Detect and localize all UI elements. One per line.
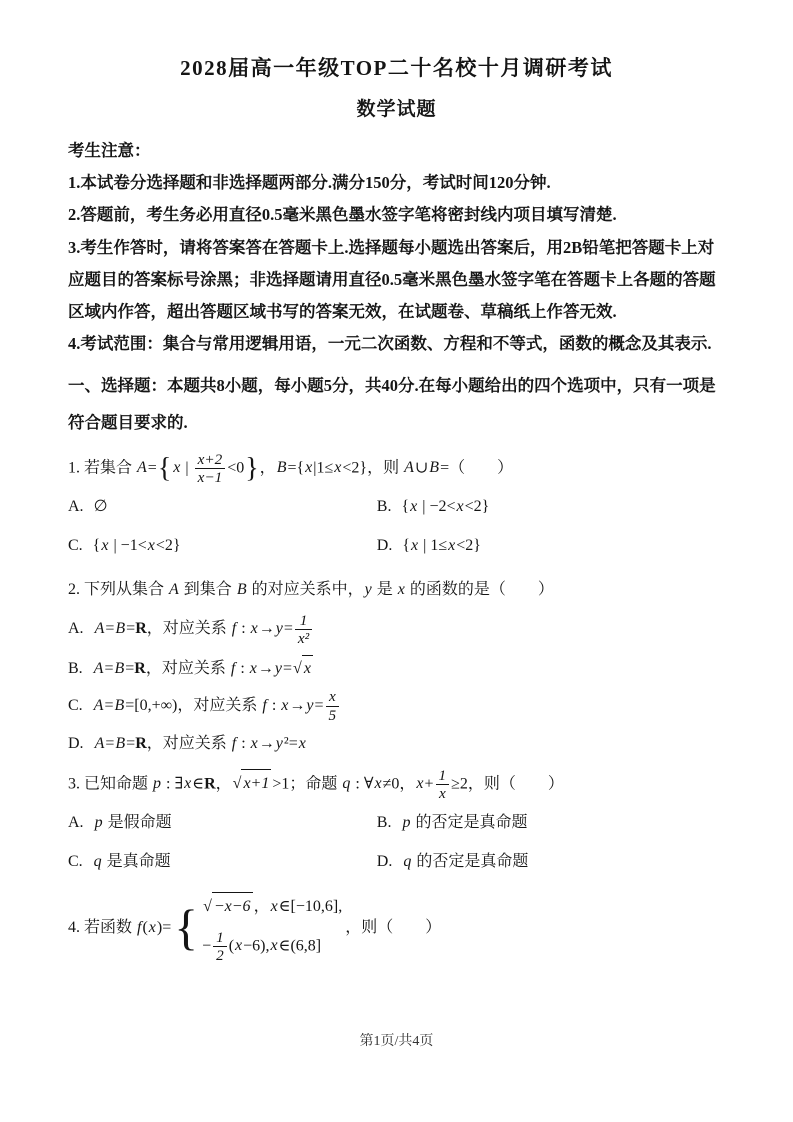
option-label: A. [68,497,84,515]
question-1-option-d [377,533,725,559]
candidate-notice-section [68,135,725,360]
question-3-option-c [68,849,377,875]
question-1-option-c [68,533,377,559]
question-3-options [68,803,725,882]
notice-item-4: 4.考试范围：集合与常用逻辑用语，一元二次函数、方程和不等式，函数的概念及其表示. [68,334,712,354]
option-content: p 是假命题 [94,813,172,831]
option-content: q 的否定是真命题 [403,853,529,871]
section-one-heading: 一、选择题：本题共8小题，每小题5分，共40分.在每小题给出的四个选项中，只有一项是符合题目要求的. [68,376,716,432]
option-content: {x | 1≤x<2} [402,537,481,555]
question-1-options [68,487,725,566]
option-content: q 是真命题 [93,853,171,871]
question-2-option-a [68,612,725,648]
exam-title: 2028届高一年级TOP二十名校十月调研考试 [180,56,613,80]
page-number-footer: 第1页/共4页 [359,1034,434,1049]
option-label: A. [68,813,84,831]
option-label: B. [376,813,392,831]
option-label: D. [376,853,393,871]
option-label: C. [68,537,83,555]
question-3-option-b [377,810,725,836]
question-2-option-c [68,688,725,724]
option-label: D. [68,735,84,753]
option-label: A. [68,620,84,638]
notice-heading: 考生注意： [68,141,151,160]
option-label: C. [68,696,83,714]
option-label: C. [68,853,83,871]
question-3-option-d [377,849,725,875]
exam-subtitle: 数学试题 [356,99,437,120]
question-3-option-a [68,810,377,836]
option-content: {x | −2<x<2} [401,497,490,515]
notice-item-1: 1.本试卷分选择题和非选择题两部分.满分150分，考试时间120分钟. [68,173,551,193]
option-content: A=B=R，对应关系 f : x→y= $\frac{1}{\text{x²}}$ [94,620,315,637]
option-content: ∅ [93,497,108,515]
option-content: A=B=R，对应关系 f : x→y²=x [94,735,306,753]
option-label: B. [376,497,392,515]
question-2-option-d [68,731,725,757]
notice-item-2: 2.答题前，考生务必用直径0.5毫米黑色墨水签字笔将密封线内项目填写清楚. [68,205,617,225]
question-4-stem: 4. 若函数 f(x)= { √ −x−6 ，x∈[−10,6], − $\frac{1}{2}$ (x−6),x∈(6,8] ，则（ ） [68,892,725,965]
question-2 [68,576,725,757]
option-label: D. [376,537,393,555]
option-label: B. [68,659,83,677]
option-content: p 的否定是真命题 [402,813,528,831]
option-content: {x | −1<x<2} [92,537,181,555]
question-3 [68,767,725,882]
question-2-options [68,612,725,757]
option-content: A=B=R，对应关系 f : x→y=√ x [93,660,314,677]
question-2-stem: 2. 下列从集合 A 到集合 B 的对应关系中，y 是 x 的函数的是（ ） [68,580,554,598]
question-3-stem: 3. 已知命题 p : ∃x∈R，√ x+1 >1；命题 q : ∀x≠0，x+ $\frac{1}{x}$ ≥2，则（ ） [68,766,564,803]
question-1-stem: 1. 若集合 A={ x | $\frac{x+2}{x-1}$ <0}，B={x|1≤x<2}，则 A∪B=（ ） [68,450,514,487]
notice-item-3: 3.考生作答时，请将答案答在答题卡上.选择题每小题选出答案后，用2B铅笔把答题卡上对应题目的答案标号涂黑；非选择题请用直径0.5毫米黑色墨水签字笔在答题卡上各题的答题区域内作答，超出答题区域书写的答案无效，在试题卷、草稿纸上作答无效. [68,237,716,321]
question-2-option-b [68,655,725,682]
question-1 [68,451,725,566]
option-content: A=B=[0,+∞)，对应关系 f : x→y= $\frac{x}{5}$ [93,697,341,714]
question-1-option-a [68,494,377,520]
question-4 [68,892,725,965]
question-1-option-b [377,494,725,520]
